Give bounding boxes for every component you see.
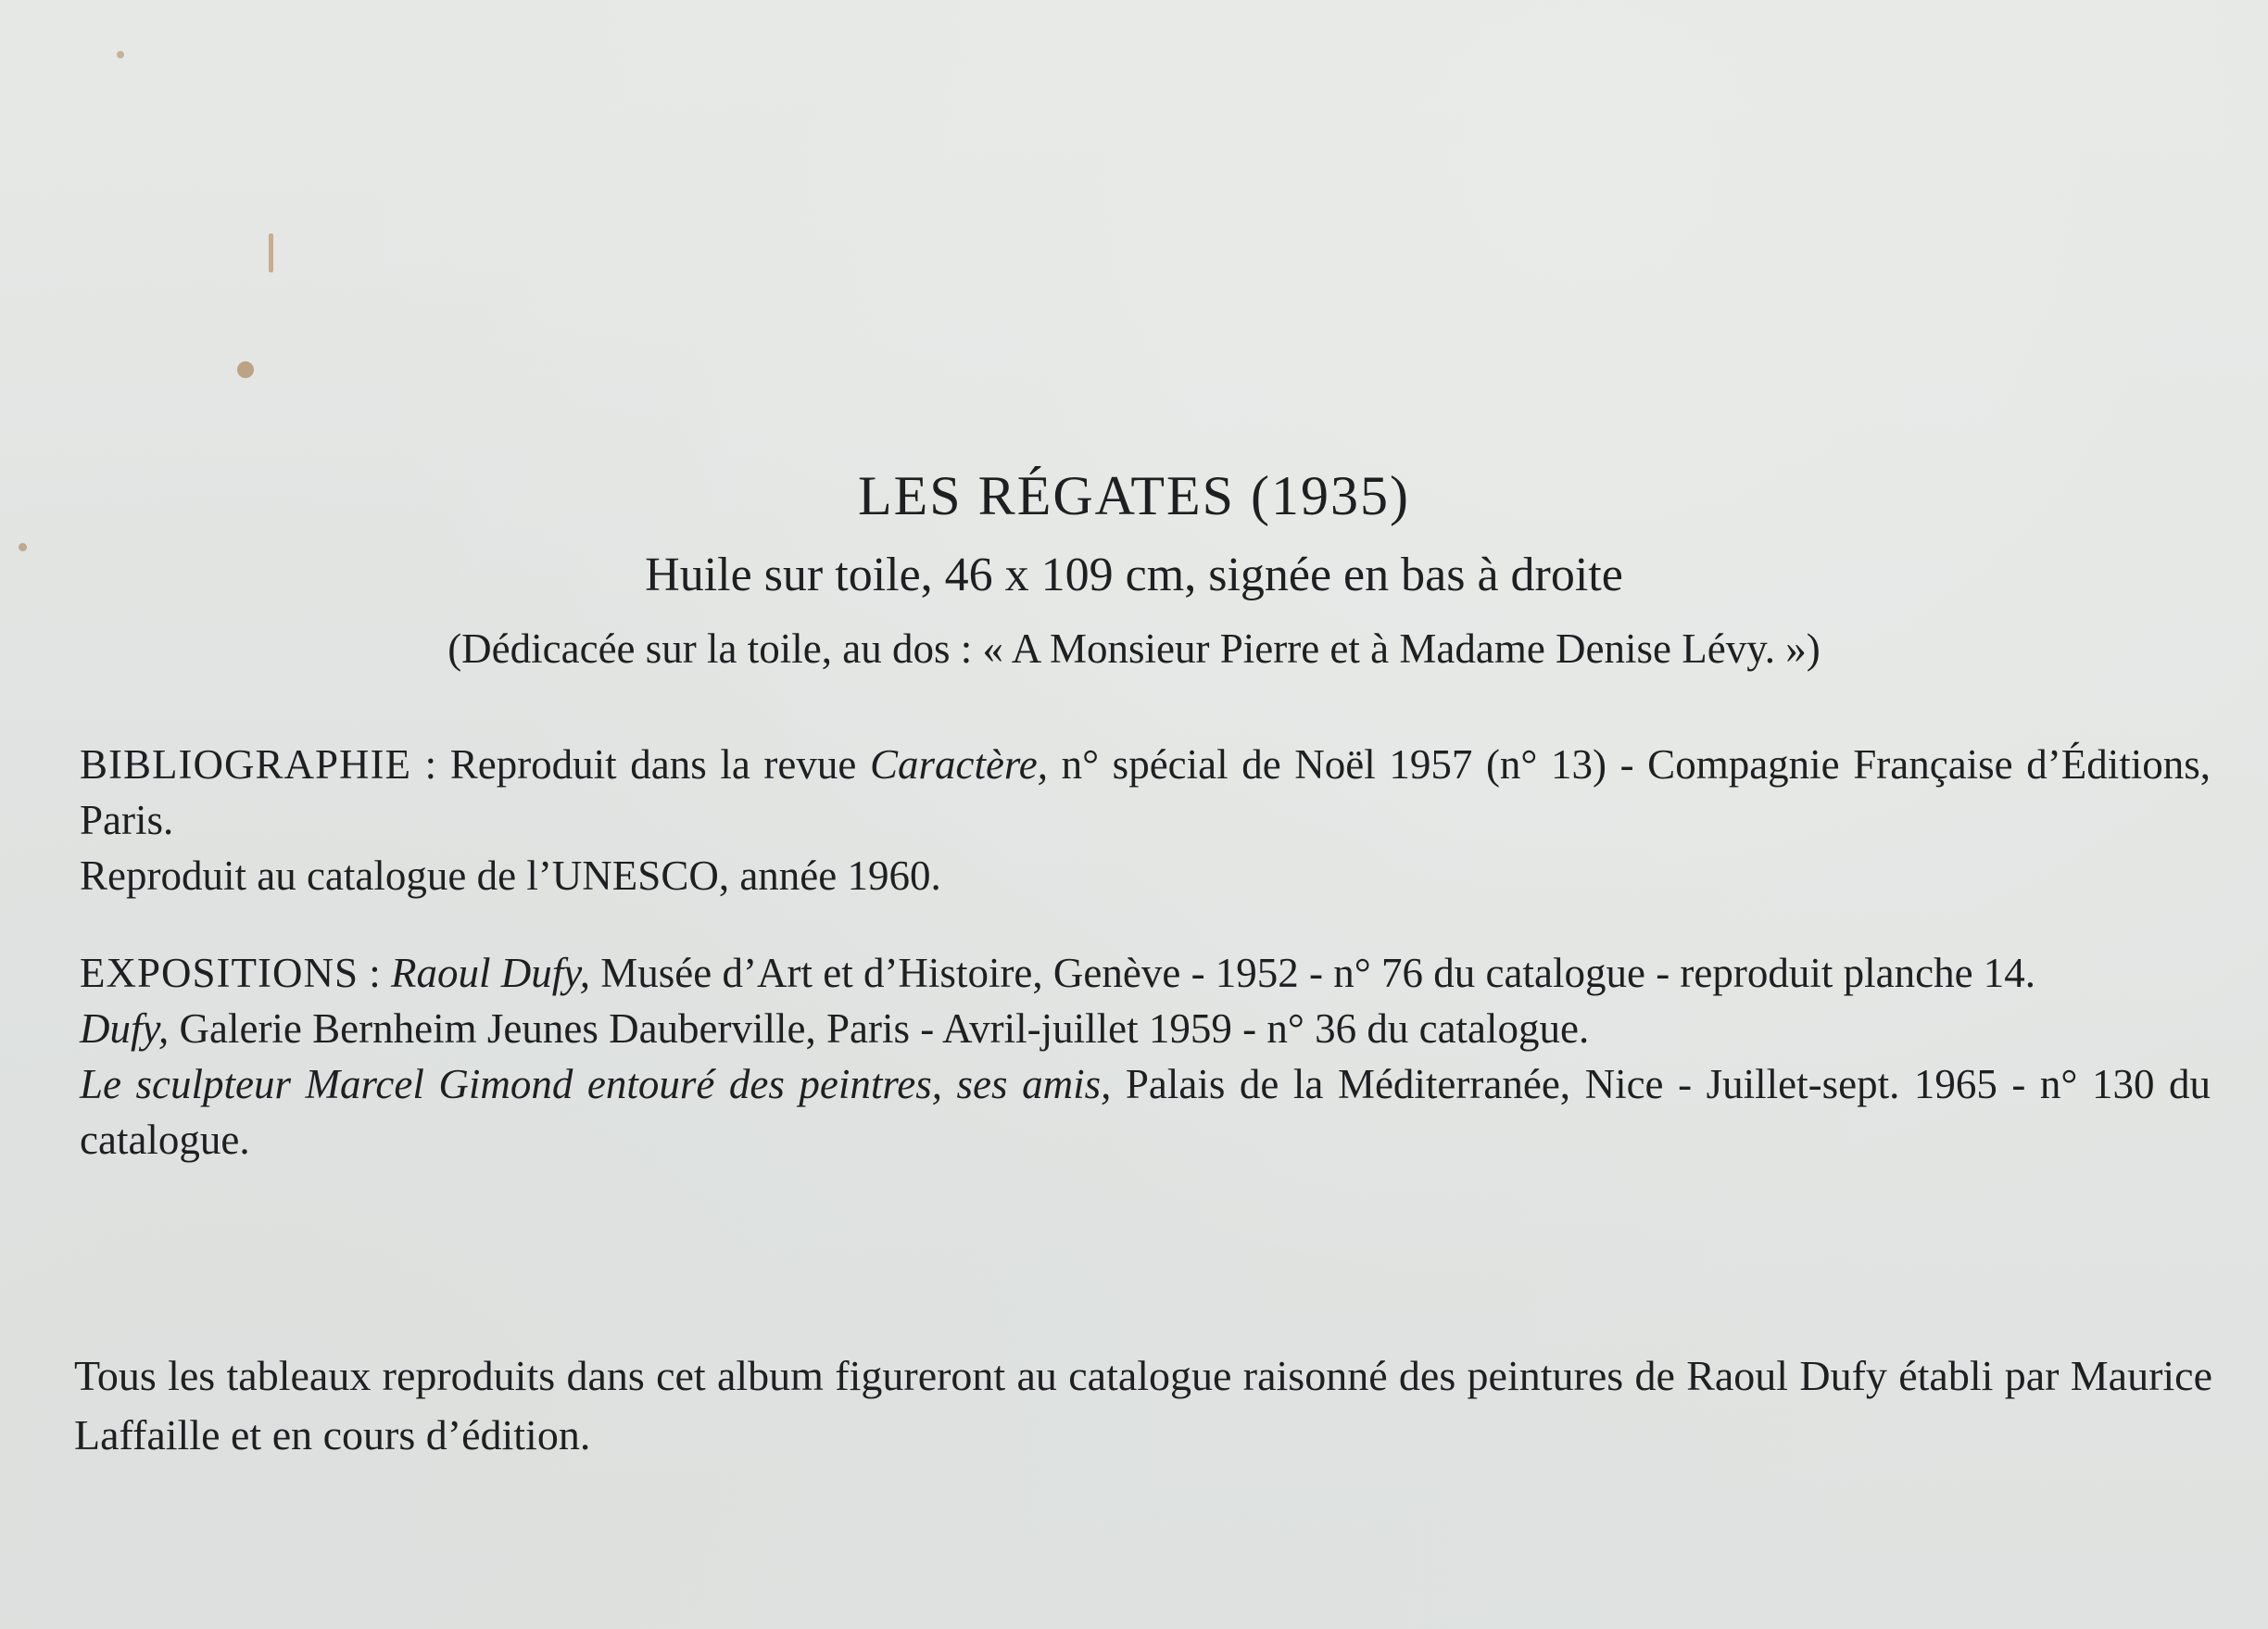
publication-title: Caractère, xyxy=(869,741,1048,788)
bibliography-entry: BIBLIOGRAPHIE : Reproduit dans la revue Caractère, n° spécial de Noël 1957 (n° 13) - Compagnie Française d’Éditions, Paris. xyxy=(80,741,2211,843)
artwork-title: LES RÉGATES (1935) xyxy=(858,465,1410,526)
exhibition-title: Dufy, xyxy=(80,1005,170,1052)
exhibition-entry: EXPOSITIONS : Raoul Dufy, Musée d’Art et d’Histoire, Genève - 1952 - n° 76 du catalogue - reproduit planche 14. xyxy=(80,950,2036,996)
artwork-dedication: (Dédicacée sur la toile, au dos : « A Monsieur Pierre et à Madame Denise Lévy. ») xyxy=(447,625,1821,672)
exhibitions-section xyxy=(80,945,2211,1168)
exhibition-title: Le sculpteur Marcel Gimond entouré des peintres, ses amis, xyxy=(80,1061,1112,1107)
exhibitions-heading: EXPOSITIONS xyxy=(80,950,359,996)
exhibition-entry: Dufy, Galerie Bernheim Jeunes Dauberville, Paris - Avril-juillet 1959 - n° 36 du catalogue. xyxy=(80,1005,1590,1052)
exhibition-entry: Le sculpteur Marcel Gimond entouré des peintres, ses amis, Palais de la Méditerranée, Nice - Juillet-sept. 1965 - n° 130 du catalogue. xyxy=(80,1061,2211,1163)
paper-stain-dot xyxy=(237,361,254,378)
exhibition-title: Raoul Dufy, xyxy=(391,950,591,996)
bibliography-heading: BIBLIOGRAPHIE xyxy=(80,741,411,788)
paper-stain-dot xyxy=(117,51,124,58)
bibliography-section xyxy=(80,737,2211,903)
artwork-medium-dimensions: Huile sur toile, 46 x 109 cm, signée en bas à droite xyxy=(645,549,1623,601)
bibliography-entry: Reproduit au catalogue de l’UNESCO, année 1960. xyxy=(80,852,941,899)
paper-stain-mark xyxy=(269,234,273,272)
catalogue-note: Tous les tableaux reproduits dans cet album figureront au catalogue raisonné des peintures de Raoul Dufy établi par Maurice Laffaille et en cours d’édition. xyxy=(74,1352,2212,1459)
